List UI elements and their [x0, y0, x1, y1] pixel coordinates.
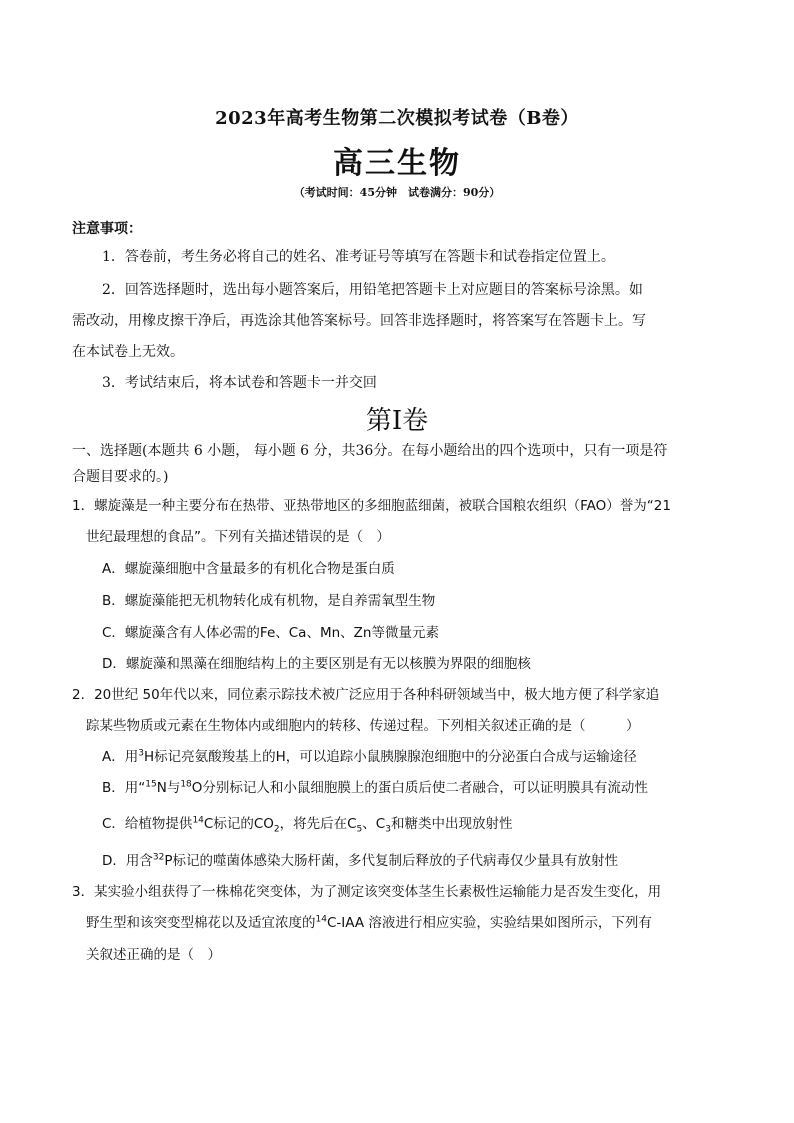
- notice-item-2-line-2: 需改动，用橡皮擦干净后，再选涂其他答案标号。回答非选择题时，将答案写在答题卡上。写: [72, 313, 646, 329]
- q2-option-c-sub1: 2: [273, 824, 280, 835]
- notice-item-3: 3．考试结束后，将本试卷和答题卡一并交回: [102, 375, 377, 391]
- notice-item-2-line-3: 在本试卷上无效。: [72, 344, 184, 360]
- q2-option-d-post: P标记的噬菌体感染大肠杆菌，多代复制后释放的子代病毒仅少量具有放射性: [164, 853, 618, 869]
- q2-stem-line-1: 2．20世纪 50年代以来，同位素示踪技术被广泛应用于各种科研领域当中，极大地方便了科学家追: [72, 687, 660, 703]
- q1-option-c: C．螺旋藻含有人体必需的Fe、Ca、Mn、Zn等微量元素: [102, 625, 439, 641]
- q2-option-a-pre: A．用: [102, 749, 139, 765]
- q2-option-a-sup: 3: [138, 748, 144, 759]
- q2-option-b-sup1: 15: [145, 779, 157, 790]
- q3-stem-line-1: 3．某实验小组获得了一株棉花突变体，为了测定该突变体茎生长素极性运输能力是否发生变化，用: [72, 884, 662, 900]
- q1-stem-line-1: 1．螺旋藻是一种主要分布在热带、亚热带地区的多细胞蓝细菌，被联合国粮农组织（FAO）誉为“21: [72, 498, 671, 514]
- q2-option-c-mid1: C标记的CO: [203, 816, 274, 832]
- q2-option-d-sup: 32: [152, 852, 165, 863]
- q1-option-a: A．螺旋藻细胞中含量最多的有机化合物是蛋白质: [102, 561, 395, 577]
- q2-option-b-sup2: 18: [180, 779, 192, 790]
- q1-stem-line-2: 世纪最理想的食品”。下列有关描述错误的是（ ）: [86, 529, 390, 545]
- q2-option-b-mid: N与: [156, 780, 181, 796]
- q2-option-c-sup: 14: [192, 815, 204, 826]
- q2-option-c-mid3: 、C: [362, 816, 386, 832]
- q2-option-c-sub3: 3: [385, 824, 391, 835]
- q2-option-a: [102, 745, 637, 765]
- q2-option-d: [102, 849, 618, 869]
- q3-stem-line-2-post: C-IAA 溶液进行相应实验，实验结果如图所示，下列有: [326, 915, 652, 931]
- q2-option-c-post: 和糖类中出现放射性: [390, 816, 513, 832]
- q1-option-d: D．螺旋藻和黑藻在细胞结构上的主要区别是有无以核膜为界限的细胞核: [102, 656, 531, 672]
- section-title: 第Ⅰ卷: [365, 406, 429, 436]
- q2-option-a-post: H标记亮氨酸羧基上的H，可以追踪小鼠胰腺腺泡细胞中的分泌蛋白合成与运输途径: [143, 749, 637, 765]
- q2-option-c-mid2: ，将先后在C: [279, 816, 357, 832]
- q2-option-c-sub2: 5: [356, 824, 363, 835]
- notice-title: 注意事项：: [72, 221, 142, 237]
- q2-option-b: [102, 776, 648, 796]
- section-intro-line-2: 合题目要求的。): [72, 469, 169, 485]
- section-intro-line-1: 一、选择题(本题共 6 小题， 每小题 6 分，共36分。在每小题给出的四个选项中，只有一项是符: [72, 443, 668, 459]
- q1-option-b: B．螺旋藻能把无机物转化成有机物，是自养需氧型生物: [102, 593, 436, 609]
- q3-stem-line-2: [86, 911, 652, 931]
- exam-title: 2023年高考生物第二次模拟考试卷（B卷）: [215, 108, 579, 129]
- q2-option-b-pre: B．用“: [102, 780, 146, 796]
- notice-item-1: 1．答卷前，考生务必将自己的姓名、准考证号等填写在答题卡和试卷指定位置上。: [102, 249, 615, 265]
- q2-option-c: [102, 812, 512, 835]
- q3-stem-line-2-sup: 14: [315, 914, 327, 925]
- exam-subtitle: 高三生物: [333, 146, 461, 181]
- q2-option-c-pre: C．给植物提供: [102, 816, 193, 832]
- q2-stem-line-2: 踪某些物质或元素在生物体内或细胞内的转移、传递过程。下列相关叙述正确的是（ ）: [86, 718, 640, 734]
- exam-info: （考试时间：45分钟 试卷满分：90分）: [293, 186, 501, 199]
- q3-stem-line-3: 关叙述正确的是（ ）: [86, 947, 221, 963]
- q3-stem-line-2-pre: 野生型和该突变型棉花以及适宜浓度的: [86, 915, 316, 931]
- notice-item-2-line-1: 2．回答选择题时，选出每小题答案后，用铅笔把答题卡上对应题目的答案标号涂黑。如: [102, 282, 643, 298]
- q2-option-d-pre: D．用含: [102, 853, 153, 869]
- q2-option-b-post: O分别标记人和小鼠细胞膜上的蛋白质后使二者融合，可以证明膜具有流动性: [191, 780, 648, 796]
